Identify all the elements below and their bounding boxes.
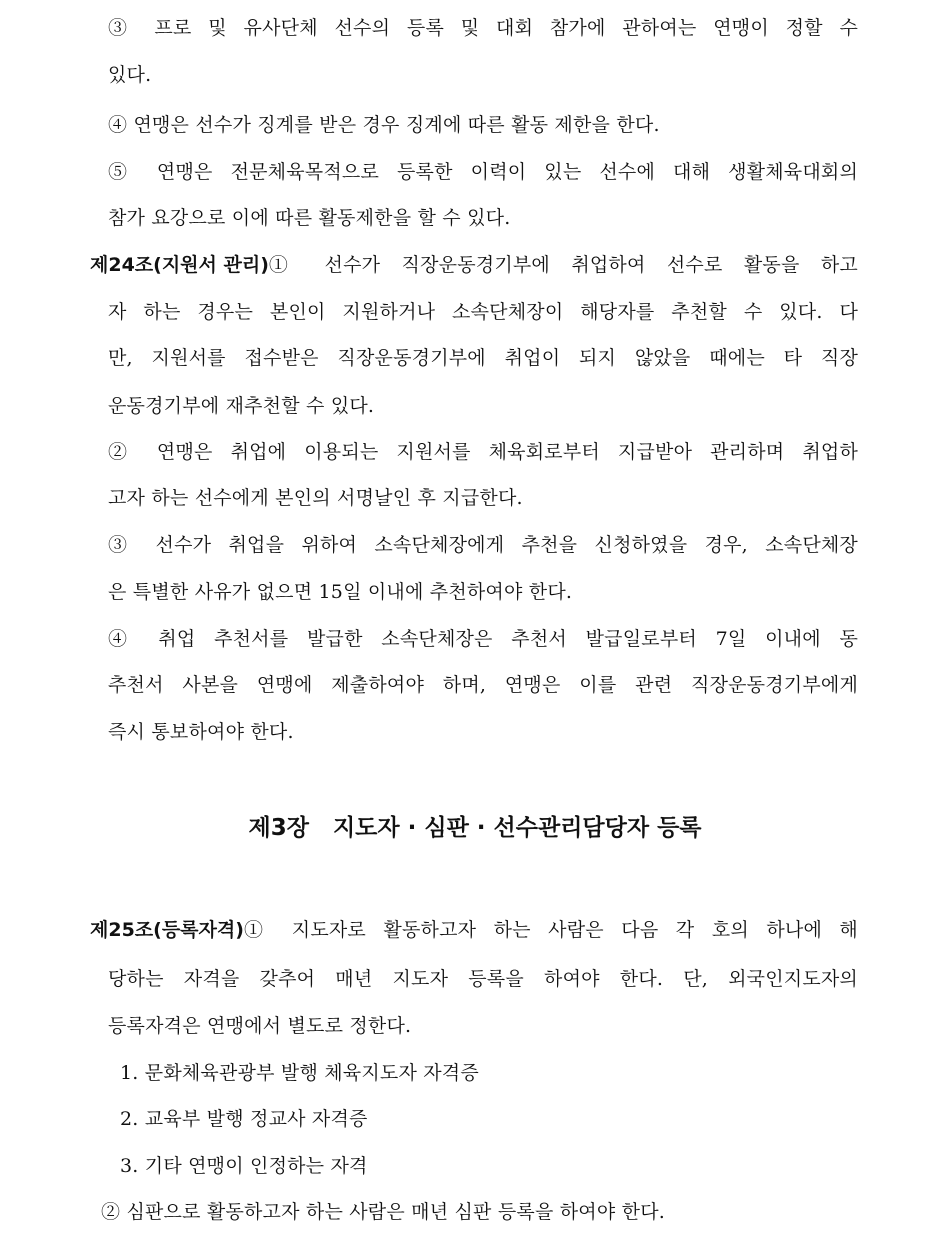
art25-item-3: 3. 기타 연맹이 인정하는 자격 — [120, 1155, 368, 1177]
art23-para5-line1: ⑤ 연맹은 전문체육목적으로 등록한 이력이 있는 선수에 대해 생활체육대회의 — [108, 161, 858, 183]
art23-para3-line2: 있다. — [108, 64, 152, 86]
art24-para4-line3: 즉시 통보하여야 한다. — [108, 721, 294, 743]
art25-item-2: 2. 교육부 발행 정교사 자격증 — [120, 1108, 368, 1130]
art24-para1-line3: 만, 지원서를 접수받은 직장운동경기부에 취업이 되지 않았을 때에는 타 직장 — [108, 347, 858, 369]
art24-para4-line2: 추천서 사본을 연맹에 제출하여야 하며, 연맹은 이를 관련 직장운동경기부에게 — [108, 674, 858, 696]
art24-para1-line4: 운동경기부에 재추천할 수 있다. — [108, 395, 375, 417]
art23-para4-line1: ④ 연맹은 선수가 징계를 받은 경우 징계에 따른 활동 제한을 한다. — [108, 114, 660, 136]
art23-para5-line2: 참가 요강으로 이에 따른 활동제한을 할 수 있다. — [108, 207, 511, 229]
art24-para1-line1: ① 선수가 직장운동경기부에 취업하여 선수로 활동을 하고 — [268, 254, 858, 276]
art24-heading: 제24조(지원서 관리) — [90, 254, 269, 276]
art23-para3-line1: ③ 프로 및 유사단체 선수의 등록 및 대회 참가에 관하여는 연맹이 정할 수 — [108, 17, 858, 39]
art25-para2-line1: ② 심판으로 활동하고자 하는 사람은 매년 심판 등록을 하여야 한다. — [101, 1201, 666, 1223]
art25-para1-line1: ① 지도자로 활동하고자 하는 사람은 다음 각 호의 하나에 해 — [243, 919, 858, 941]
art24-first-line — [90, 250, 858, 280]
chapter-title: 제3장 지도자 · 심판 · 선수관리담당자 등록 — [248, 815, 702, 841]
art25-item-1: 1. 문화체육관광부 발행 체육지도자 자격증 — [120, 1062, 479, 1084]
art25-para1-line2: 당하는 자격을 갖추어 매년 지도자 등록을 하여야 한다. 단, 외국인지도자의 — [108, 968, 858, 990]
art25-para1-line3: 등록자격은 연맹에서 별도로 정한다. — [108, 1015, 412, 1037]
art25-first-line — [90, 915, 858, 945]
art24-para3-line2: 은 특별한 사유가 없으면 15일 이내에 추천하여야 한다. — [108, 581, 573, 603]
art24-para2-line2: 고자 하는 선수에게 본인의 서명날인 후 지급한다. — [108, 487, 523, 509]
art24-para4-line1: ④ 취업 추천서를 발급한 소속단체장은 추천서 발급일로부터 7일 이내에 동 — [108, 628, 858, 650]
art24-para2-line1: ② 연맹은 취업에 이용되는 지원서를 체육회로부터 지급받아 관리하며 취업하 — [108, 441, 858, 463]
art24-para3-line1: ③ 선수가 취업을 위하여 소속단체장에게 추천을 신청하였을 경우, 소속단체장 — [108, 534, 858, 556]
art24-para1-line2: 자 하는 경우는 본인이 지원하거나 소속단체장이 해당자를 추천할 수 있다. 다 — [108, 301, 858, 323]
art25-heading: 제25조(등록자격) — [90, 919, 244, 941]
